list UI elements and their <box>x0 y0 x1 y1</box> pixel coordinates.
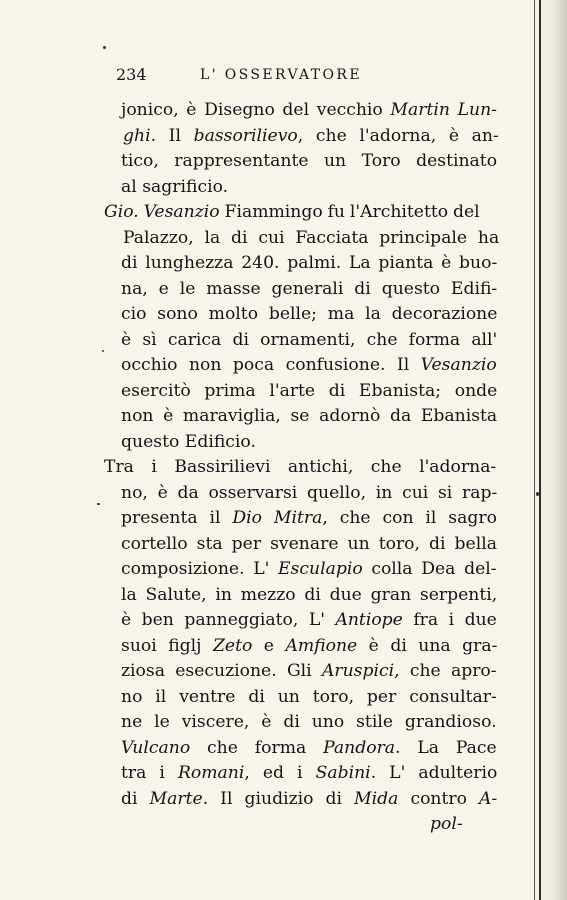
text-segment: la Salute, in mezzo di due gran serpenti, <box>121 584 498 605</box>
text-line <box>121 608 497 633</box>
italic-segment: ghi <box>123 125 151 146</box>
text-line <box>121 685 497 710</box>
text-line <box>121 583 497 608</box>
italic-segment: Amfione <box>285 635 358 656</box>
text-segment: e <box>252 635 286 656</box>
text-line <box>121 506 497 531</box>
text-line <box>121 710 497 735</box>
text-line <box>121 557 497 582</box>
text-segment: occhio non poca confusione. Il <box>121 355 421 375</box>
italic-segment: Antiope <box>335 610 403 630</box>
text-line <box>121 328 497 353</box>
italic-segment: Zeto <box>212 635 253 656</box>
text-segment: è di una gra- <box>357 635 498 656</box>
text-segment: è ben panneggiato, L' <box>121 610 336 630</box>
text-line <box>121 404 497 429</box>
text-line <box>121 787 497 812</box>
text-segment: jonico, è Disegno del vecchio <box>121 100 391 120</box>
ink-speck <box>103 46 106 49</box>
text-segment: che forma <box>190 737 324 758</box>
italic-segment: Pandora <box>323 737 396 758</box>
text-segment: na, e le masse generali di questo Edifi- <box>121 278 498 299</box>
text-segment: esercitò prima l'arte di Ebanista; onde <box>121 380 498 401</box>
italic-segment: Marte <box>149 788 203 809</box>
italic-segment: Dio Mitra <box>232 508 323 528</box>
text-segment: , che apro- <box>394 661 497 681</box>
text-segment: no, è da osservarsi quello, in cui si rap- <box>121 482 498 503</box>
italic-segment: Esculapio <box>278 559 363 579</box>
ink-speck <box>102 350 104 352</box>
text-segment: colla Dea del- <box>362 559 497 579</box>
text-segment: questo Edificio. <box>121 431 256 452</box>
italic-segment: Vesanzio <box>420 355 497 375</box>
text-segment: tra i <box>121 763 178 783</box>
text-segment: no il ventre di un toro, per consultar- <box>121 686 497 707</box>
text-line <box>121 149 497 174</box>
ink-speck <box>97 503 100 505</box>
text-line <box>121 659 497 684</box>
italic-segment: A- <box>479 788 498 809</box>
text-line <box>121 251 497 276</box>
italic-segment: bassorilievo <box>193 125 298 146</box>
text-segment: è sì carica di ornamenti, che forma all' <box>121 329 498 350</box>
text-segment: al sagrificio. <box>121 176 229 197</box>
text-segment: Tra i Bassirilievi antichi, che l'adorna- <box>104 457 497 477</box>
page-number: 234 <box>116 65 147 84</box>
text-line <box>121 532 497 557</box>
text-segment: cio sono molto belle; ma la decorazione <box>121 304 498 324</box>
italic-segment: Romani <box>177 763 245 783</box>
text-segment: ne le viscere, è di uno stile grandioso. <box>121 712 497 732</box>
text-segment: , che l'adorna, è an- <box>297 125 499 146</box>
text-line <box>121 353 497 378</box>
italic-segment: Sabini <box>315 763 371 783</box>
text-line <box>121 277 497 302</box>
text-line <box>121 430 256 455</box>
text-line <box>121 481 497 506</box>
text-segment: , ed i <box>244 763 316 783</box>
text-segment: . La Pace <box>395 737 497 758</box>
text-line <box>104 200 480 225</box>
text-segment: . Il giudizio di <box>202 788 355 809</box>
text-segment: . Il <box>150 125 194 146</box>
text-line <box>104 455 496 480</box>
text-segment: presenta il <box>121 508 233 528</box>
text-line <box>123 124 499 149</box>
text-line <box>121 761 497 786</box>
text-line <box>121 98 497 123</box>
italic-segment: Gio. Vesanzio <box>104 202 220 222</box>
text-segment: . L' adulterio <box>370 763 498 783</box>
italic-segment: Vulcano <box>121 737 191 758</box>
running-head <box>116 64 416 86</box>
page-edge-line-faint <box>534 0 535 900</box>
text-segment: Palazzo, la di cui Facciata principale ha <box>123 227 500 248</box>
italic-segment: Martin Lun- <box>390 100 497 120</box>
italic-segment: pol- <box>430 814 463 834</box>
text-line <box>121 379 497 404</box>
text-segment: contro <box>398 788 479 809</box>
text-segment: Fiammingo fu l'Architetto del <box>219 202 480 222</box>
text-segment: , che con il sagro <box>322 508 497 528</box>
text-segment: di lunghezza 240. palmi. La pianta è buo- <box>121 253 498 273</box>
text-segment: non è maraviglia, se adornò da Ebanista <box>121 406 498 426</box>
text-segment: ziosa esecuzione. Gli <box>121 661 322 681</box>
italic-segment: Aruspici <box>321 661 395 681</box>
text-line <box>430 812 463 837</box>
text-segment: cortello sta per svenare un toro, di bella <box>121 533 497 554</box>
italic-segment: Mida <box>354 788 399 809</box>
text-segment: di <box>121 788 150 809</box>
text-segment: tico, rappresentante un Toro destinato <box>121 151 498 171</box>
text-line <box>123 226 499 251</box>
text-segment: composizione. L' <box>121 559 279 579</box>
text-segment: fra i due <box>402 610 497 630</box>
page-edge-shadow <box>537 0 567 900</box>
text-line <box>121 736 497 761</box>
ink-speck <box>536 492 539 496</box>
running-head-title: L' OSSERVATORE <box>200 67 362 83</box>
page-edge-line <box>539 0 541 900</box>
text-line <box>121 175 228 200</box>
text-line <box>121 634 497 659</box>
text-segment: suoi figlj <box>121 635 213 656</box>
text-line <box>121 302 497 327</box>
